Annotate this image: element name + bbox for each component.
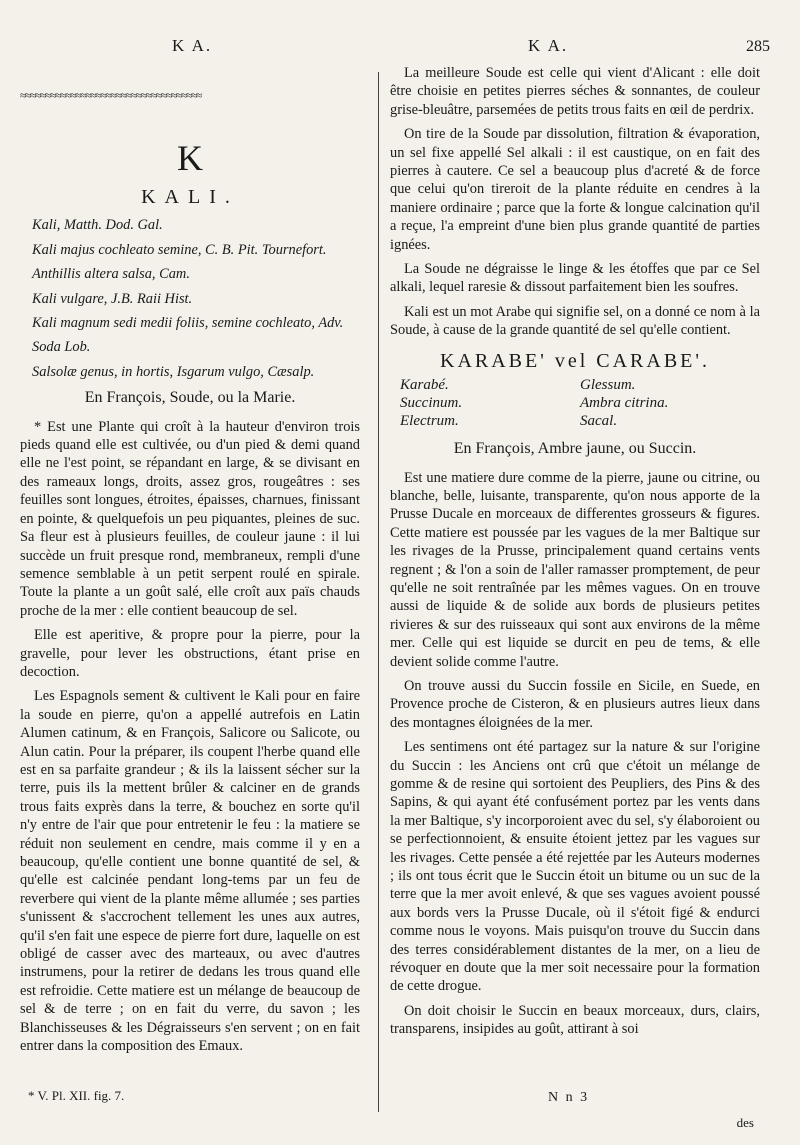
french-name-kali: En François, Soude, ou la Marie. (84, 389, 296, 407)
synonym-item: Karabé. (400, 377, 449, 394)
signature-mark: N n 3 (548, 1090, 590, 1105)
catchword: des (736, 1115, 754, 1130)
body-paragraph: La Soude ne dégraisse le linge & les étoffes que par ce Sel alkali, lequel raresie & dissout parfaitement bien les soufres. (390, 261, 760, 296)
synonym-line: Soda Lob. (32, 339, 91, 356)
synonym-line: Salsolæ genus, in hortis, Isgarum vulgo, Cæsalp. (32, 363, 315, 380)
body-paragraph: On trouve aussi du Succin fossile en Sicile, en Suede, en Provence proche de Cisteron, & en plusieurs autres lieux dans des montagnes éloignées de la mer. (390, 677, 760, 731)
body-paragraph: La meilleure Soude est celle qui vient d'Alicant : elle doit être choisie en petites pierres séches & sonnantes, de couleur grise-bleuâtre, parsemées de petits trous faits en œil de perdrix. (390, 65, 760, 118)
footnote: * V. Pl. XII. fig. 7. (28, 1088, 125, 1103)
synonym-item: Succinum. (400, 395, 463, 412)
synonym-line: Kali majus cochleato semine, C. B. Pit. Tournefort. (32, 241, 327, 258)
synonym-item: Sacal. (580, 413, 618, 430)
entry-title-kali: KALI. (141, 186, 239, 208)
synonym-item: Electrum. (400, 413, 459, 430)
body-paragraph: On tire de la Soude par dissolution, filtration & évaporation, un sel fixe appellé Sel alkali : il est caustique, on en fait des pierres à cautere. Ce sel a beaucoup plus d'acreté & de force que celui qu'on tireroit de la plante réduite en cendres à la maniere ordinaire ; parce que la forte & longue calcination qu'il a reçue, l'a empreint d'une bien plus grande quantité de parties ignées. (390, 126, 760, 253)
synonym-line: Kali, Matth. Dod. Gal. (32, 217, 163, 234)
body-paragraph: Les sentimens ont été partagez sur la nature & sur l'origine du Succin : les Anciens ont crû que c'étoit un mélange de gomme & de resine qui sortoient des Peupliers, des Pins & des Sapins, & qui ayant été confusément portez par les vents dans la mer Baltique, s'y incorporoient avec du sel, s'y élaboroient ou se perfectionnoient, & ensuite étoient jettez par les vagues sur les rivages. Cette pensée a été rejettée par les Auteurs modernes ; ils ont tous écrit que le Succin étoit un bitume ou un suc de la terre que la mer avoit enlevé, & que ses vagues avoient poussé aux bords vers la Prusse Ducale, où il s'étoit figé & endurci comme nous le voyons. Mais puisqu'on trouve du Succin dans des terres considérablement distantes de la mer, on a lieu de révoquer en doute que la mer soit necessaire pour la formation de cette drogue. (390, 739, 760, 995)
synonym-line: Kali vulgare, J.B. Raii Hist. (32, 290, 193, 307)
synonym-item: Glessum. (580, 377, 636, 394)
body-paragraph: Les Espagnols sement & cultivent le Kali pour en faire la soude en pierre, qu'on a appellé autrefois en Latin Alumen catinum, & en François, Salicore ou Salicote, ou Alun catin. Pour la préparer, ils coupent l'herbe quand elle est en sa parfaite grandeur ; & ils la laissent sécher sur la terre, puis ils la mettent brûler & calciner en de grands trous faits exprès dans la terre, & bouchez en sorte qu'il n'y entre de l'air que pour entretenir le feu : la matiere se réduit non seulement en cendre, mais comme il y en a beaucoup, qu'elle contient une bonne quantité de sel, & qu'elle est calcinée pendant long-tems par un feu de reverbere qui vient de la plante même allumée ; ses parties s'unissent & s'accrochent tellement les unes aux autres, qu'il s'en fait une espece de pierre fort dure, laquelle on est obligé de casser avec des marteaux, ou avec d'autres instrumens, pour la retirer de dedans les trous quand elle est refroidie. Cette matiere est un mélange de beaucoup de sel & de terre ; on en fait du verre, du savon ; les Blanchisseuses & les Dégraisseurs s'en servent ; on en fait entrer dans la composition des Emaux. (20, 688, 360, 1055)
ornamental-band: ≈≈≈≈≈≈≈≈≈≈≈≈≈≈≈≈≈≈≈≈≈≈≈≈≈≈≈≈≈≈≈≈≈≈≈≈ (20, 90, 202, 102)
body-paragraph: Elle est aperitive, & propre pour la pierre, pour la gravelle, pour lever les obstructions, étant prise en decoction. (20, 627, 360, 680)
synonym-line: Anthillis altera salsa, Cam. (32, 266, 190, 283)
body-paragraph: Kali est un mot Arabe qui signifie sel, on a donné ce nom à la Soude, à cause de la grande quantité de sel qu'elle contient. (390, 303, 760, 339)
karabe-synonyms (390, 376, 760, 430)
synonym-item: Ambra citrina. (580, 395, 669, 412)
synonym-line: Kali magnum sedi medii foliis, semine cochleato, Adv. (32, 315, 344, 332)
right-column (390, 64, 760, 1045)
body-paragraph: Est une matiere dure comme de la pierre, jaune ou citrine, ou blanche, belle, luisante, transparente, qu'on nous apporte de la Prusse Ducale en morceaux de differentes grosseurs & figures. Cette matiere est poussée par les vagues de la mer Baltique sur les rivages de la Prusse, principalement quand certains vents regnent ; & l'on a soin de l'aller ramasser promptement, de peur qu'elle ne soit rentraînée par les mêmes vagues. On en trouve aussi de liquide & de solide aux bords de plusieurs petites rivieres & sur des ruisseaux qui sont aux environs de la même mer. Celle qui est liquide se durcit en peu de tems, & elle devient solide comme l'autre. (390, 469, 760, 670)
page-number: 285 (746, 38, 770, 55)
running-head-right: K A. (528, 36, 569, 55)
entry-title-karabe: KARABE' vel CARABE'. (440, 349, 710, 372)
column-divider (378, 72, 379, 1112)
body-paragraph: On doit choisir le Succin en beaux morceaux, durs, clairs, transparens, insipides au goût, attirant à soi (390, 1002, 760, 1038)
running-head-left: K A. (172, 36, 213, 55)
left-column (20, 120, 360, 1061)
french-name-karabe: En François, Ambre jaune, ou Succin. (453, 440, 697, 458)
section-letter: K (177, 138, 203, 178)
body-paragraph: * Est une Plante qui croît à la hauteur d'environ trois pieds quand elle est cultivée, ou d'un pied & demi quand elle ne l'est point, se répandant en large, & se divisant en des rameaux longs, droits, assez gros, rougeâtres : ses feuilles sont longues, étroites, épaisses, charnues, finissant en pointe, & quelquefois un peu piquantes, pleines de suc. Sa fleur est à plusieurs feuilles, de couleur jaune : il lui succède un fruit presque rond, membraneux, rempli d'une semence semblable à un petit serpent roulé en spirale. Toute la plante a un goût salé, elle croît aux païs chauds proche de la mer : elle contient beaucoup de sel. (20, 418, 360, 619)
